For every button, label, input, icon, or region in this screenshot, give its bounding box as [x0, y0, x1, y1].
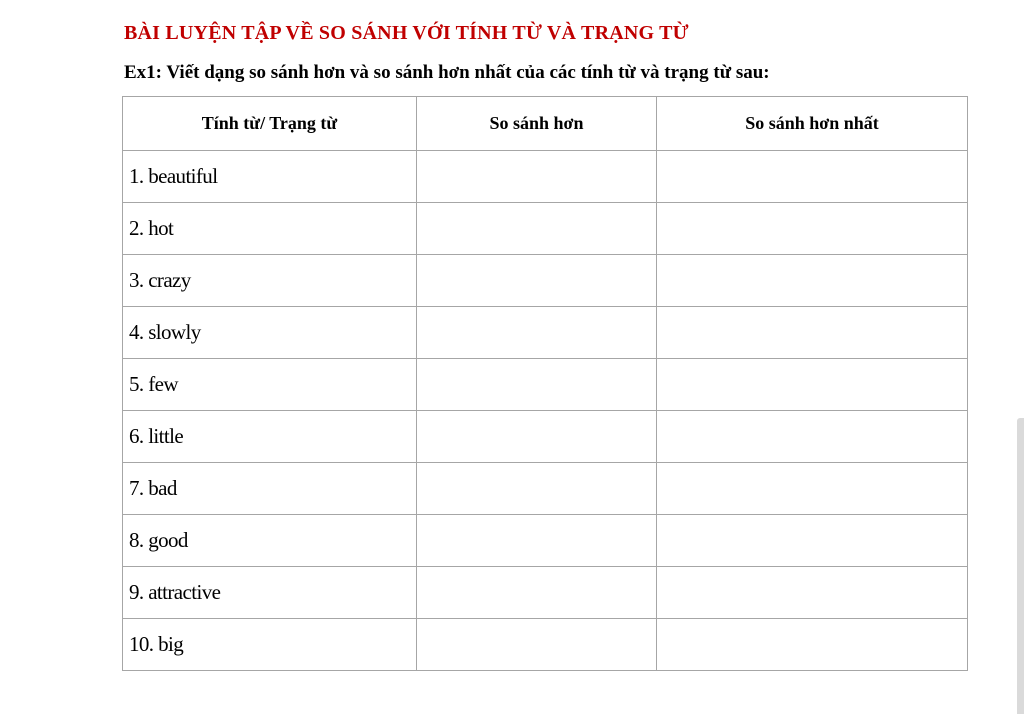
comparative-answer-cell — [417, 515, 657, 567]
comparative-answer-cell — [417, 359, 657, 411]
comparative-answer-cell — [417, 255, 657, 307]
header-word: Tính từ/ Trạng từ — [123, 97, 417, 151]
word-cell: 1. beautiful — [123, 151, 417, 203]
table-row — [123, 567, 968, 619]
header-superlative: So sánh hơn nhất — [657, 97, 968, 151]
exercise-table — [122, 96, 968, 671]
document-title: BÀI LUYỆN TẬP VỀ SO SÁNH VỚI TÍNH TỪ VÀ TRẠNG TỪ — [124, 22, 689, 44]
superlative-answer-cell — [657, 463, 968, 515]
word-cell: 3. crazy — [123, 255, 417, 307]
word-cell: 10. big — [123, 619, 417, 671]
comparative-answer-cell — [417, 307, 657, 359]
word-cell: 2. hot — [123, 203, 417, 255]
comparative-answer-cell — [417, 463, 657, 515]
table-row — [123, 151, 968, 203]
word-cell: 9. attractive — [123, 567, 417, 619]
comparative-answer-cell — [417, 567, 657, 619]
superlative-answer-cell — [657, 567, 968, 619]
table-row — [123, 463, 968, 515]
comparative-answer-cell — [417, 411, 657, 463]
comparative-answer-cell — [417, 203, 657, 255]
superlative-answer-cell — [657, 151, 968, 203]
superlative-answer-cell — [657, 203, 968, 255]
superlative-answer-cell — [657, 359, 968, 411]
superlative-answer-cell — [657, 411, 968, 463]
superlative-answer-cell — [657, 515, 968, 567]
table-row — [123, 515, 968, 567]
word-cell: 7. bad — [123, 463, 417, 515]
table-row — [123, 359, 968, 411]
vertical-scrollbar[interactable] — [1017, 418, 1024, 714]
comparative-answer-cell — [417, 151, 657, 203]
word-cell: 5. few — [123, 359, 417, 411]
table-row — [123, 203, 968, 255]
table-row — [123, 411, 968, 463]
header-comparative: So sánh hơn — [417, 97, 657, 151]
superlative-answer-cell — [657, 619, 968, 671]
comparative-answer-cell — [417, 619, 657, 671]
exercise-instruction: Ex1: Viết dạng so sánh hơn và so sánh hơn nhất của các tính từ và trạng từ sau: — [124, 62, 770, 83]
word-cell: 8. good — [123, 515, 417, 567]
table-row — [123, 619, 968, 671]
table-header-row — [123, 97, 968, 151]
superlative-answer-cell — [657, 255, 968, 307]
table-row — [123, 307, 968, 359]
superlative-answer-cell — [657, 307, 968, 359]
word-cell: 6. little — [123, 411, 417, 463]
word-cell: 4. slowly — [123, 307, 417, 359]
table-row — [123, 255, 968, 307]
